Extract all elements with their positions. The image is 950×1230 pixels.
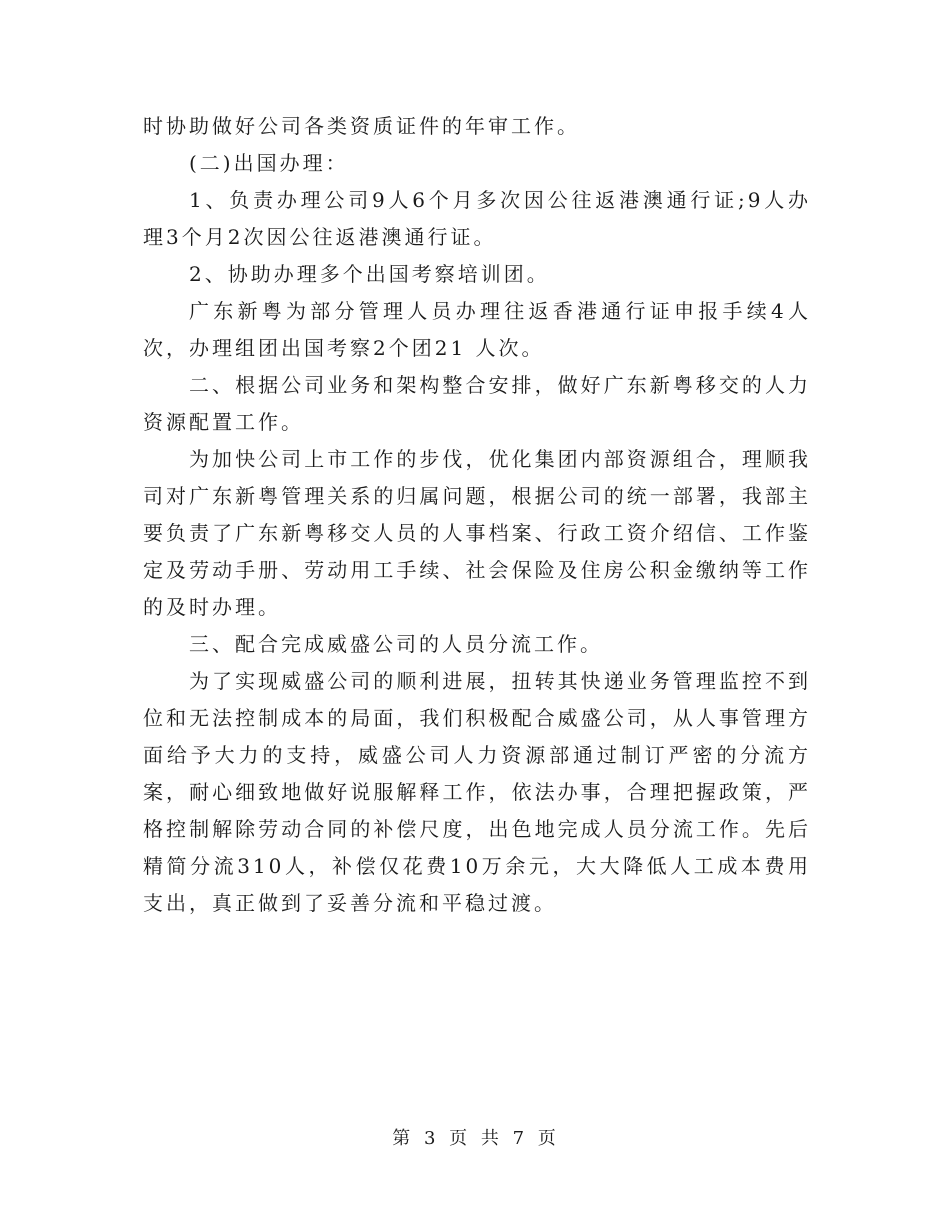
paragraph-continuation: 时协助做好公司各类资质证件的年审工作。 [143,114,580,138]
section-heading-three: 三、配合完成威盛公司的人员分流工作。 [189,632,603,656]
paragraph-item-1: 1、负责办理公司9人6个月多次因公往返港澳通行证;9人办理3个月2次因公往返港澳通行证。 [143,188,811,249]
section-heading-two: 二、根据公司业务和架构整合安排，做好广东新粤移交的人力资源配置工作。 [143,373,811,434]
paragraph-section-two-body: 为加快公司上市工作的步伐，优化集团内部资源组合，理顺我司对广东新粤管理关系的归属问题，根据公司的统一部署，我部主要负责了广东新粤移交人员的人事档案、行政工资介绍信、工作鉴定及劳动手册、劳动用工手续、社会保险及住房公积金缴纳等工作的及时办理。 [143,447,811,619]
paragraph-guangdong-xinyue: 广东新粤为部分管理人员办理往返香港通行证申报手续4人次，办理组团出国考察2个团21 人次。 [143,299,811,360]
paragraph-item-2: 2、协助办理多个出国考察培训团。 [189,262,550,286]
paragraph-section-three-body: 为了实现威盛公司的顺利进展，扭转其快递业务管理监控不到位和无法控制成本的局面，我们积极配合威盛公司，从人事管理方面给予大力的支持，威盛公司人力资源部通过制订严密的分流方案，耐心细致地做好说服解释工作，依法办事，合理把握政策，严格控制解除劳动合同的补偿尺度，出色地完成人员分流工作。先后精简分流310人，补偿仅花费10万余元，大大降低人工成本费用支出，真正做到了妥善分流和平稳过渡。 [143,669,811,915]
page-number-footer: 第 3 页 共 7 页 [392,1128,558,1149]
document-body [143,108,811,922]
section-heading-overseas: (二)出国办理： [189,151,349,175]
